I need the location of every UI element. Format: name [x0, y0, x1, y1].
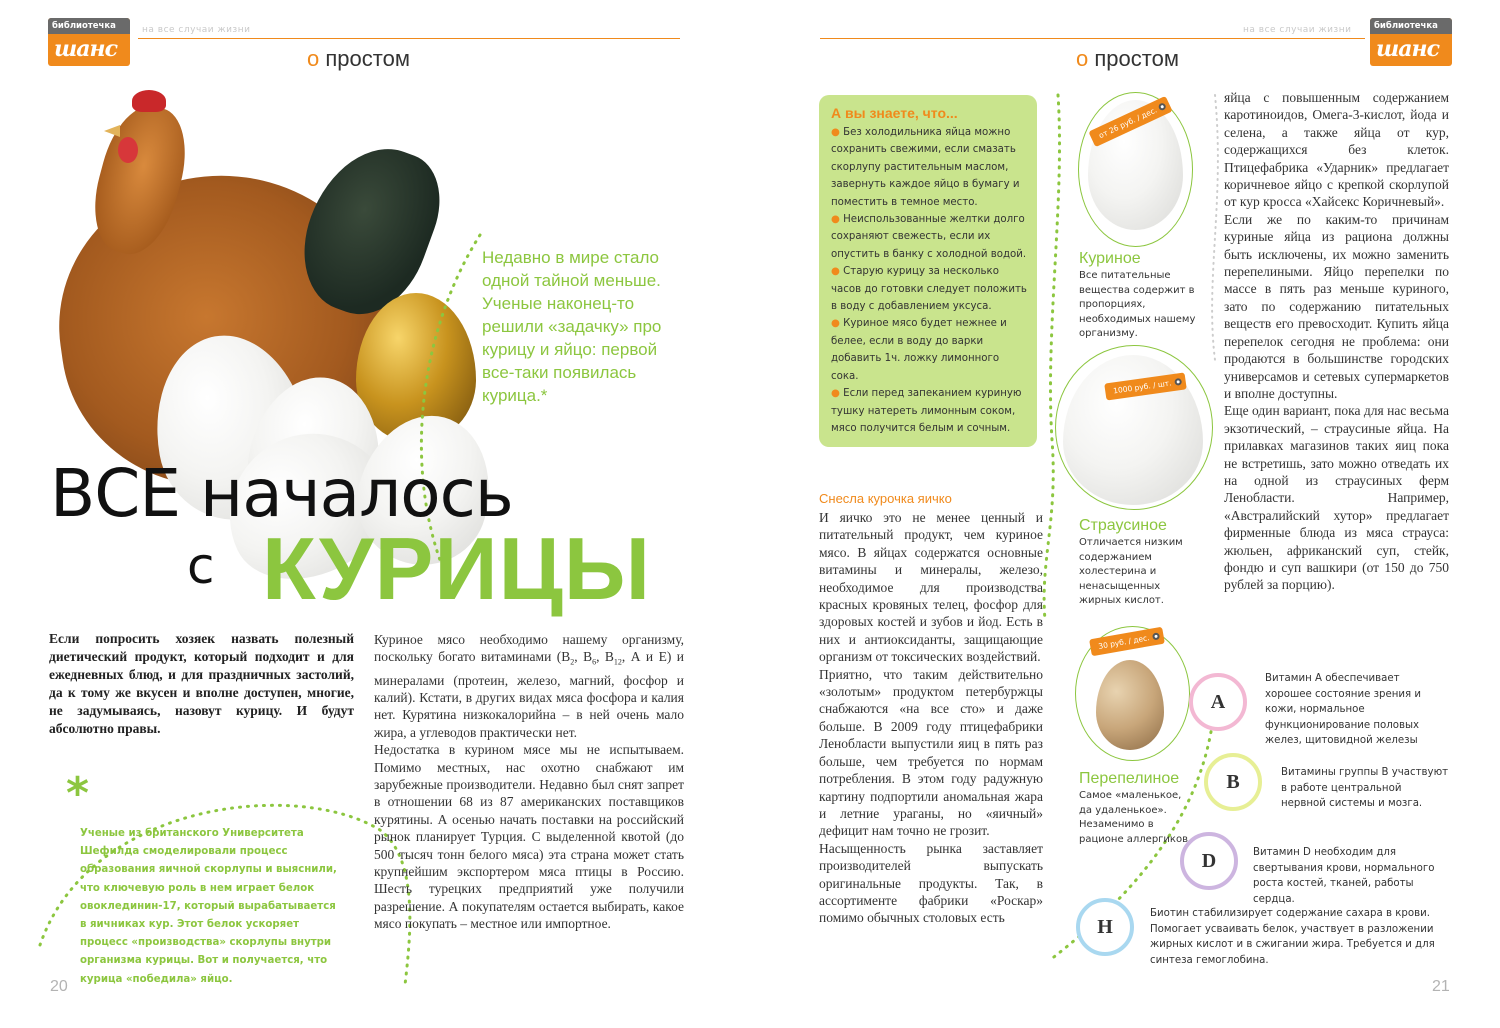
egg-name: Страусиное [1079, 517, 1167, 534]
logo-top-text: библиотечка [1370, 18, 1452, 34]
egg-description: Все питательные вещества содержит в пропорциях, необходимых нашему организму. [1079, 270, 1196, 339]
left-body-column [374, 631, 684, 933]
paragraph: Приятно, что таким действительно «золотым» продуктом петербуржцы снабжаются «на все сто» и даже больше. В 2009 году птицефабрики Ленобласти выпустили яиц в пять раз больше, чем требуется по нормам потребления. В этом году радужную картину подпортили аномальная жара и летние ураганы, но «яичный» дефицит нам точно не грозит. [819, 666, 1043, 839]
asterisk-mark: * [66, 768, 90, 819]
fact-item: ● Старую курицу за несколько часов до готовки следует положить в воду с добавлением уксуса. [831, 266, 1027, 313]
section-word: простом [1094, 46, 1179, 71]
footnote-sheffield: Ученые из британского Университета Шефилда смоделировали процесс образования яичной скорлупы и выяснили, что ключевую роль в нем играет белок овоклединин-17, который вырабатывается в яичниках кур. Этот белок ускоряет процесс «производства» скорлупы внутри организма курицы. Вот и получается, что курица «победила» яйцо. [80, 828, 337, 985]
paragraph: И яичко это не менее ценный и питательный продукт, чем куриное мясо. В яйцах содержатся основные витамины и минералы, железо, необходимое для производства красных кровяных телец, фосфор для здоровых костей и зубов и йод. Есть в них и антиоксиданты, защищающие организм от токсических воздействий. [819, 510, 1043, 665]
right-body-column-2 [1224, 89, 1449, 594]
facts-title: А вы знаете, что... [831, 105, 958, 121]
price-tag: от 26 руб. / дес. [1088, 96, 1172, 147]
logo-top-text: библиотечка [48, 18, 130, 34]
fact-item: ● Без холодильника яйца можно сохранить свежими, если смазать скорлупу растительным маслом, завернуть каждое яйцо в бумагу и поместить в темное место. [831, 127, 1020, 208]
paragraph: Если же по каким-то причинам куриные яйца из рациона должны быть исключены, их можно заменить перепелиными. Яйцо перепелки по массе в пять раз меньше куриного, зато по содержанию питательных веществ его превосходит. Купить яйца перепелок сегодня не проблема: они продаются в большинстве городских универсамов и сетевых супермаркетов и вполне доступны. [1224, 211, 1449, 401]
paragraph: Еще один вариант, пока для нас весьма экзотический, – страусиные яйца. На прилавках магазинов таких яиц пока не встретишь, зато можно отведать их на одной из страусиных ферм Ленобласти. Например, «Австралийский хутор» предлагает фирменные блюда из мяса страуса: жюльен, африканский суп, стейк, фондю и суп вашкири (от 150 до 750 рублей за порцию). [1224, 403, 1449, 593]
paragraph: Недостатка в курином мясе мы не испытываем. Помимо местных, нас охотно снабжают им зарубежные производители. Недавно был снят запрет в отношении 68 из 87 американских поставщиков курятины. А осенью начать поставки на российский рынок планирует Турция. С выделенной квотой (до 500 тысяч тонн белого мяса) эта страна может стать крупнейшим экспортером мяса птицы в Россию. Шесть турецких предприятий уже получили разрешение. А покупателям остается выбирать, какое мясо покупать – местное или импортное. [374, 742, 684, 932]
page-number-right: 21 [1432, 978, 1450, 995]
vitamin-b-badge: B [1204, 753, 1262, 811]
section-title [1076, 46, 1179, 72]
vitamin-h-badge: H [1076, 898, 1134, 956]
vitamin-d-badge: D [1180, 832, 1238, 890]
paragraph: Куриное мясо необходимо нашему организму, поскольку богато витаминами ($В_2$, $В_6$, $В_{12}$, А и Е) и минералами (протеин, железо, магний, фосфор и калий). Кстати, в других видах мяса фосфора и калия нет. Курятина низкокалорийна – в ней очень мало жира, а углеводов практически нет. [374, 632, 684, 740]
vitamin-d-text: Витамин D необходим для свертывания крови, нормального роста костей, тканей, работы сердца. [1253, 847, 1435, 905]
vitamin-h-text: Биотин стабилизирует содержание сахара в крови. Помогает усваивать белок, участвует в разложении жирных кислот и в сжигании жира. Требуется и для синтеза гемоглобина. [1150, 908, 1435, 966]
header-rule [820, 38, 1365, 39]
egg-description: Самое «маленькое, да удаленькое». Незаменимо в рационе аллергиков [1079, 790, 1188, 845]
paragraph: яйца с повышенным содержанием каротиноидов, Омега-3-кислот, йода и селена, а также яйца от кур, содержащихся без клеток. Птицефабрика «Ударник» предлагает коричневое яйцо с крепкой скорлупой от кур кросса «Хайсекс Коричневый». [1224, 90, 1449, 210]
vitamin-a-text: Витамин А обеспечивает хорошее состояние зрения и кожи, нормальное функционирование половых желез, щитовидной железы [1265, 673, 1421, 747]
fact-item: ● Если перед запеканием куриную тушку натереть лимонным соком, мясо получится белым и сочным. [831, 388, 1022, 434]
lead-paragraph: Если попросить хозяек назвать полезный диетический продукт, который подходит и для ежедневных блюд, и для праздничных застолий, да к тому же вкусен и вполне доступен, многие, не задумываясь, назовут курицу. И будут абсолютно правы. [49, 631, 354, 736]
right-body-column-1 [819, 509, 1043, 927]
header-tagline: на все случаи жизни [1243, 25, 1352, 35]
vitamin-a-badge: A [1189, 673, 1247, 731]
egg-description: Отличается низким содержанием холестерина и ненасыщенных жирных кислот. [1079, 537, 1183, 606]
logo-word: шанс [54, 36, 117, 62]
vitamin-b-text: Витамины группы В участвуют в работе центральной нервной системы и мозга. [1281, 767, 1449, 810]
brand-logo [1370, 18, 1452, 66]
egg-name: Перепелиное [1079, 770, 1180, 787]
headline-line1: ВСЕ началось [50, 455, 513, 532]
intro-quote: Недавно в мире стало одной тайной меньше. Ученые наконец-то решили «задачку» про курицу и яйцо: первой все-таки появилась курица.* [482, 248, 662, 405]
logo-word: шанс [1376, 36, 1439, 62]
egg-name: Куриное [1079, 250, 1141, 267]
price-tag: 30 руб. / дес. [1089, 627, 1165, 657]
price-tag: 1000 руб. / шт. [1104, 372, 1186, 400]
page-number-left: 20 [50, 978, 68, 995]
headline-c: с [187, 537, 215, 595]
headline-line2: КУРИЦЫ [262, 519, 652, 618]
section-o: о [307, 46, 320, 71]
section-o: о [1076, 46, 1089, 71]
header-tagline: на все случаи жизни [142, 25, 251, 35]
did-you-know-box [819, 95, 1037, 447]
section-word: простом [325, 46, 410, 71]
fact-item: ● Куриное мясо будет нежнее и белее, если в воду до варки добавить 1ч. ложку лимонного сока. [831, 318, 1007, 382]
fact-item: ● Неиспользованные желтки долго сохраняют свежесть, если их опустить в банку с холодной водой. [831, 214, 1027, 260]
subheading: Снесла курочка яичко [819, 491, 952, 506]
paragraph: Насыщенность рынка заставляет производителей выпускать оригинальные продукты. Так, в ассортименте фабрики «Роскар» помимо обычных столовых есть [819, 840, 1043, 926]
